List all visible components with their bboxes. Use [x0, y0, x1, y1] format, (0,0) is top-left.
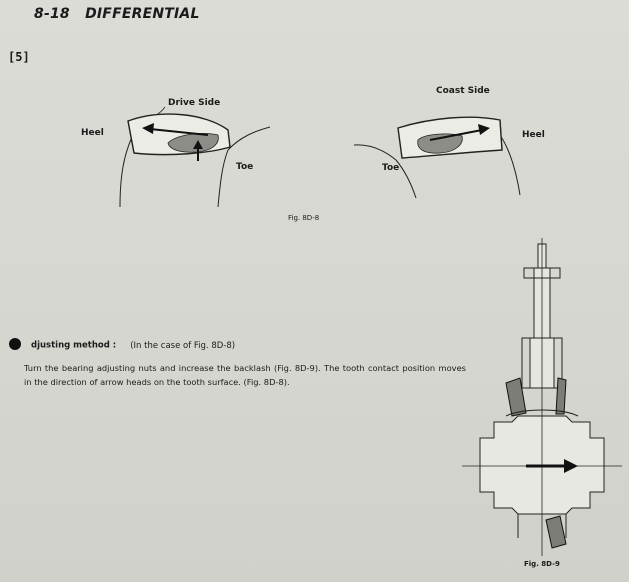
method-note: (In the case of Fig. 8D-8): [130, 340, 236, 351]
page-header: [34, 6, 200, 22]
figure-8d8-caption: Fig. 8D-8: [288, 214, 320, 222]
differential-cross-section-diagram: [462, 238, 622, 558]
method-heading: djusting method :: [31, 340, 117, 351]
page-number: 8-18: [34, 6, 70, 22]
drive-side-heel-label: Heel: [81, 128, 104, 138]
section-number: [5]: [8, 50, 30, 64]
coast-side-toe-label: Toe: [382, 163, 400, 173]
drive-side-toe-label: Toe: [236, 162, 254, 172]
figure-8d9-caption: Fig. 8D-9: [524, 560, 560, 568]
method-heading-line: [17, 339, 235, 351]
method-body-text: Turn the bearing adjusting nuts and increase the backlash (Fig. 8D-9). The tooth contact position moves in the direction of arrow heads on the tooth surface. (Fig. 8D-8).: [24, 363, 466, 387]
drive-side-tooth-diagram: [110, 95, 280, 210]
bullet-dot: [9, 338, 21, 350]
coast-side-heel-label: Heel: [522, 130, 545, 140]
page-title: DIFFERENTIAL: [85, 6, 200, 22]
coast-side-tooth-diagram: [350, 100, 530, 200]
drive-side-label: Drive Side: [168, 98, 221, 108]
coast-side-label: Coast Side: [436, 86, 490, 96]
